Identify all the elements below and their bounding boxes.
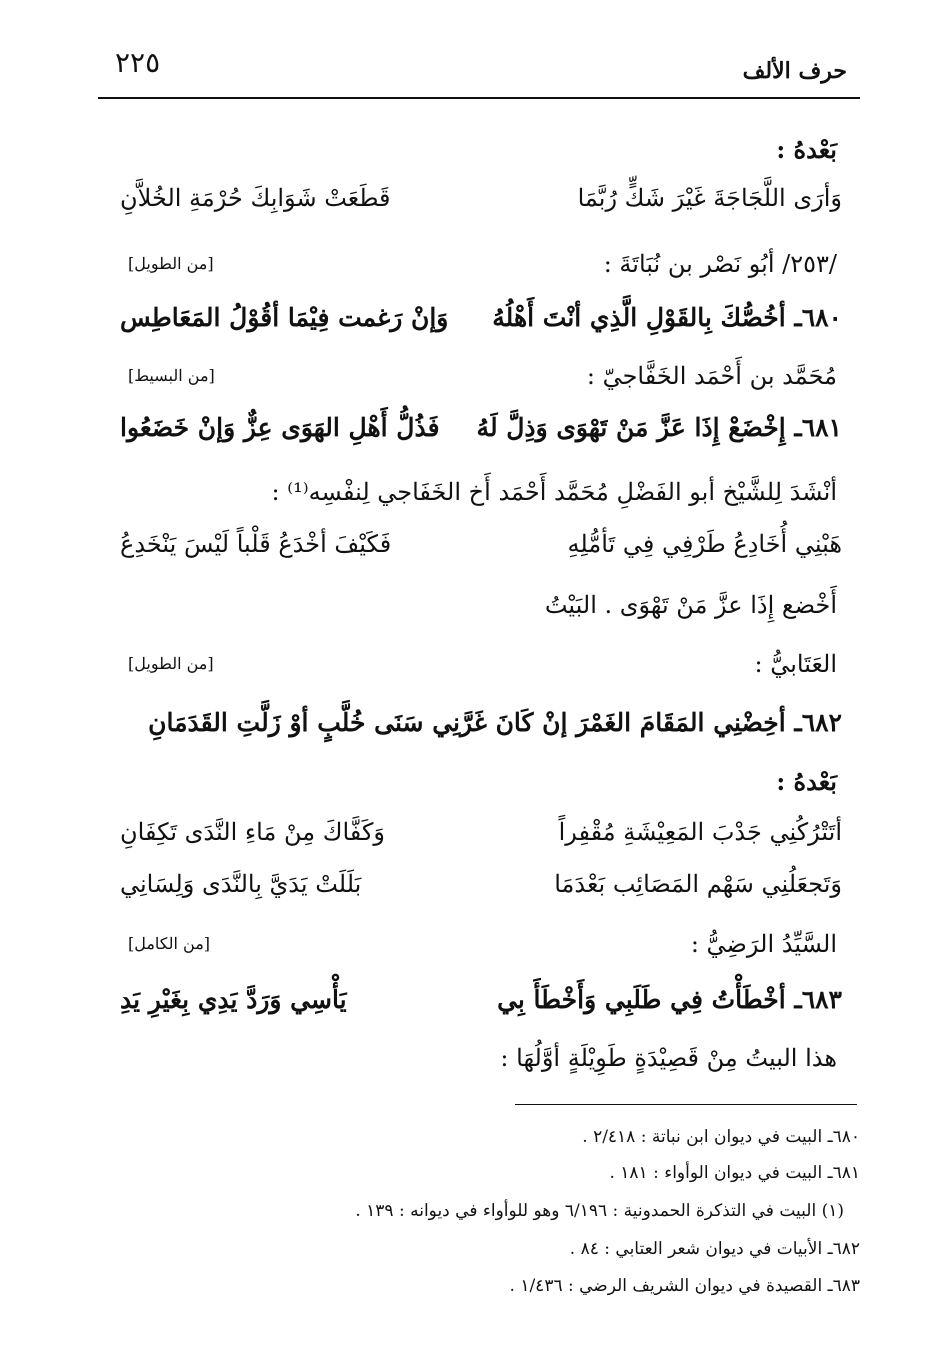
footnote: ٦٨٠ـ البيت في ديوان ابن نباتة : ٢/٤١٨ . — [582, 1127, 860, 1147]
verse-line — [120, 818, 842, 858]
poet-heading: العَتَابيُّ : — [754, 650, 837, 678]
verse-first-hemistich: ٦٨٣ـ أخْطَأْتُ فِي طَلَبِي وَأَخْطَأَ بِي — [497, 985, 842, 1014]
verse-first-hemistich: هَبْنِي أُخَادِعُ طَرْفِي فِي تَأمُّلِهِ — [567, 530, 842, 558]
verse-line — [120, 530, 842, 570]
running-header-title: حرف الألف — [742, 58, 847, 84]
verse-first-hemistich: ٦٨٠ـ أخُصُّكَ بِالقَوْلِ الَّذِي أنْتَ أَهْلُهُ — [492, 303, 842, 332]
page-number: ٢٢٥ — [115, 46, 161, 79]
verse-second-hemistich: فَذُلُّ أَهْلِ الهَوَى عِزٌّ وَإنْ خَضَعُوا — [120, 413, 440, 442]
verse-first-hemistich: ٦٨١ـ إِخْضَعْ إِذَا عَزَّ مَنْ تَهْوَى وَذِلَّ لَهُ — [476, 413, 842, 442]
footnote: ٦٨٢ـ الأبيات في ديوان شعر العتابي : ٨٤ . — [569, 1239, 860, 1259]
verse-second-hemistich: بَلَلَتْ يَدَيَّ بِالنَّدَى وَلِسَانِي — [120, 870, 362, 898]
footnote: ٦٨٣ـ القصيدة في ديوان الشريف الرضي : ١/٤٣٦ . — [509, 1276, 860, 1296]
header-rule — [98, 97, 860, 99]
footnote: ٦٨١ـ البيت في ديوان الوأواء : ١٨١ . — [609, 1163, 860, 1183]
poet-heading: مُحَمَّد بن أَحْمَد الخَفَّاجيّ : — [586, 362, 837, 390]
prose-line: أَخْضع إِذَا عزَّ مَنْ تَهْوَى . البَيْتُ — [544, 591, 837, 619]
verse-first-hemistich: أتَتْرُكُنِي جَدْبَ المَعِيْشَةِ مُقْفِراً — [558, 818, 842, 846]
meter-label: [من البسيط] — [128, 366, 215, 385]
verse-second-hemistich: وَكَفَّاكَ مِنْ مَاءِ النَّدَى تَكِفَانِ — [120, 818, 385, 846]
verse-second-hemistich: يَأْسِي وَرَدَّ يَدِي بِغَيْرِ يَدِ — [120, 985, 347, 1014]
meter-label: [من الكامل] — [128, 934, 211, 953]
prose-line: هذا البيتُ مِنْ قَصِيْدَةٍ طَوِيْلَةٍ أوَّلُهَا : — [500, 1044, 837, 1072]
verse-line — [120, 870, 842, 910]
meter-label: [من الطويل] — [128, 654, 214, 673]
footnote-rule — [515, 1104, 857, 1105]
verse-680 — [120, 303, 842, 343]
verse-683 — [120, 985, 842, 1025]
after-label: بَعْدهُ : — [776, 767, 837, 796]
verse-second-hemistich: وَإنْ رَغمت فِيْمَا أقُوْلُ المَعَاطِس — [120, 303, 449, 332]
prose-line: أنْشَدَ لِلشَّيْخ أبو الفَضْلِ مُحَمَّد أَحْمَد أَخ الخَفَاجي لِنفْسِه⁽¹⁾ : — [271, 478, 837, 506]
verse-second-hemistich: فَكَيْفَ أخْدَعُ قَلْباً لَيْسَ يَنْخَدِعُ — [120, 530, 392, 558]
verse-first-hemistich: وَأرَى اللَّجَاجَةَ غَيْرَ شَكٍّ رُبَّمَا — [577, 184, 842, 212]
verse-first-hemistich: وَتَجعَلُنِي سَهْم المَصَائِب بَعْدَمَا — [554, 870, 842, 898]
footnote: (١) البيت في التذكرة الحمدونية : ٦/١٩٦ وهو للوأواء في ديوانه : ١٣٩ . — [355, 1201, 844, 1221]
poet-heading: السَّيِّدُ الرَضِيُّ : — [690, 930, 837, 958]
verse-681 — [120, 413, 842, 453]
poet-heading: /٢٥٣/ أبُو نَصْر بن نُبَاتَةَ : — [603, 250, 837, 278]
verse-second-hemistich: قَطَعَتْ شَوَابِكَ حُرْمَةِ الخُلاَّنِ — [120, 184, 391, 212]
verse-682: ٦٨٢ـ أخِضْنِي المَقَامَ الغَمْرَ إنْ كَانَ غَرَّنِي سَنَى خُلَّبٍ أوْ زَلَّتِ القَدَمَانِ — [148, 708, 842, 737]
after-label: بَعْدهُ : — [776, 135, 837, 164]
meter-label: [من الطويل] — [128, 254, 214, 273]
verse-line — [120, 184, 842, 224]
